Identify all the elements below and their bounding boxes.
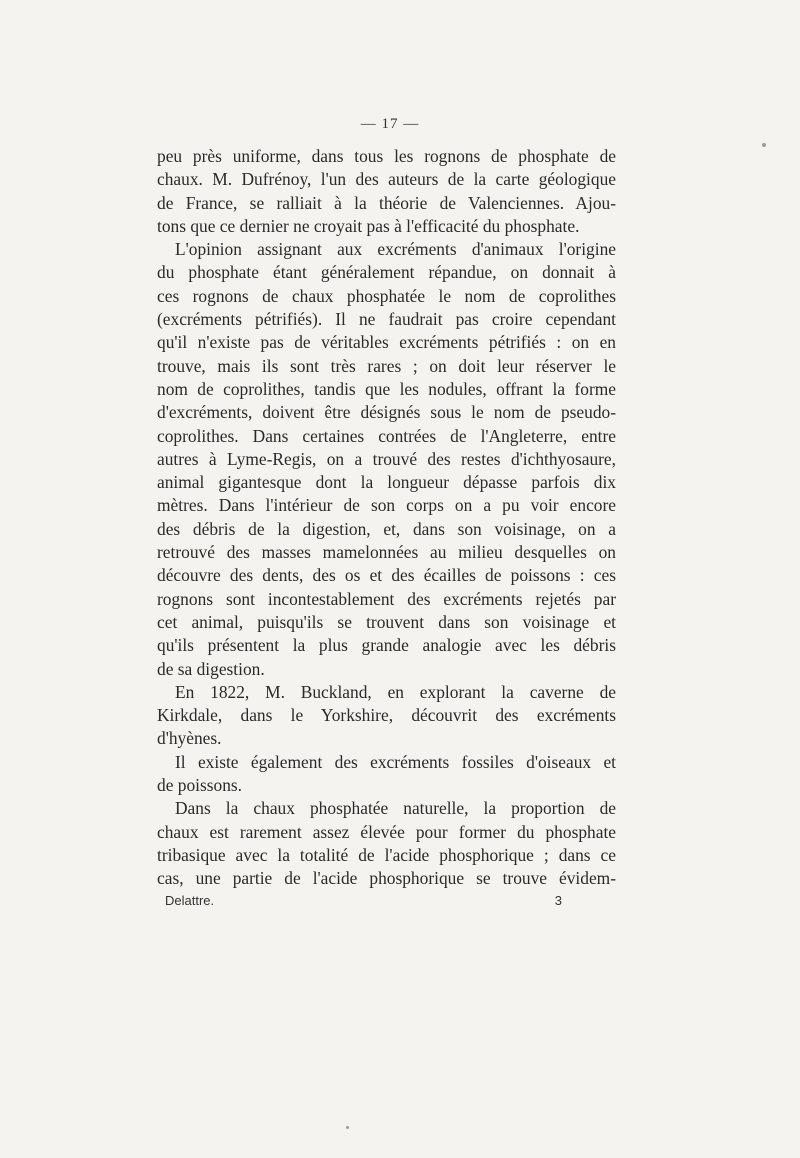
paper-speck [346,1126,349,1129]
text-line: (excréments pétrifiés). Il ne faudrait pas croire cependant [157,309,616,330]
text-line: peu près uniforme, dans tous les rognons de phosphate de [157,146,616,166]
text-line: trouve, mais ils sont très rares ; on doit leur réserver le [157,355,616,376]
text-line: En 1822, M. Buckland, en explorant la caverne de [175,681,616,702]
text-line: Kirkdale, dans le Yorkshire, découvrit des excréments [157,705,616,726]
text-line: des débris de la digestion, et, dans son voisinage, on a [157,518,616,539]
text-line: autres à Lyme-Regis, on a trouvé des restes d'ichthyosaure, [157,448,616,469]
text-line: du phosphate étant généralement répandue, on donnait à [157,262,616,283]
text-line: d'excréments, doivent être désignés sous le nom de pseudo- [157,402,616,423]
footer-signature: 3 [554,893,562,908]
text-line: ces rognons de chaux phosphatée le nom de coprolithes [157,285,616,306]
text-line: Dans la chaux phosphatée naturelle, la proportion de [175,798,616,819]
text-line: de poissons. [157,775,243,796]
page-number: — 17 — [360,116,420,132]
text-line: Il existe également des excréments fossiles d'oiseaux et [175,751,616,772]
text-line: animal gigantesque dont la longueur dépasse parfois dix [157,472,616,493]
text-line: chaux est rarement assez élevée pour former du phosphate [157,821,616,842]
text-line: chaux. M. Dufrénoy, l'un des auteurs de la carte géologique [157,169,616,190]
text-line: nom de coprolithes, tandis que les nodules, offrant la forme [157,378,616,399]
text-line: retrouvé des masses mamelonnées au milieu desquelles on [157,542,616,563]
text-line: rognons sont incontestablement des excréments rejetés par [157,588,616,609]
body-text [157,145,616,891]
text-line: qu'il n'existe pas de véritables excréments pétrifiés : on en [157,332,616,353]
text-line: qu'ils présentent la plus grande analogie avec les débris [157,635,616,656]
text-line: d'hyènes. [157,728,222,749]
text-line: tons que ce dernier ne croyait pas à l'efficacité du phosphate. [157,215,580,236]
footer-author: Delattre. [165,893,215,908]
text-line: mètres. Dans l'intérieur de son corps on a pu voir encore [157,495,616,516]
text-line: coprolithes. Dans certaines contrées de l'Angleterre, entre [157,425,616,446]
paper-speck [762,143,766,147]
text-line: de sa digestion. [157,658,265,679]
text-line: de France, se ralliait à la théorie de Valenciennes. Ajou- [157,192,616,213]
text-line: découvre des dents, des os et des écailles de poissons : ces [157,565,616,586]
text-line: cet animal, puisqu'ils se trouvent dans son voisinage et [157,611,616,632]
text-line: cas, une partie de l'acide phosphorique se trouve évidem- [157,868,616,889]
text-line: tribasique avec la totalité de l'acide phosphorique ; dans ce [157,844,616,865]
text-line: L'opinion assignant aux excréments d'animaux l'origine [175,239,616,260]
